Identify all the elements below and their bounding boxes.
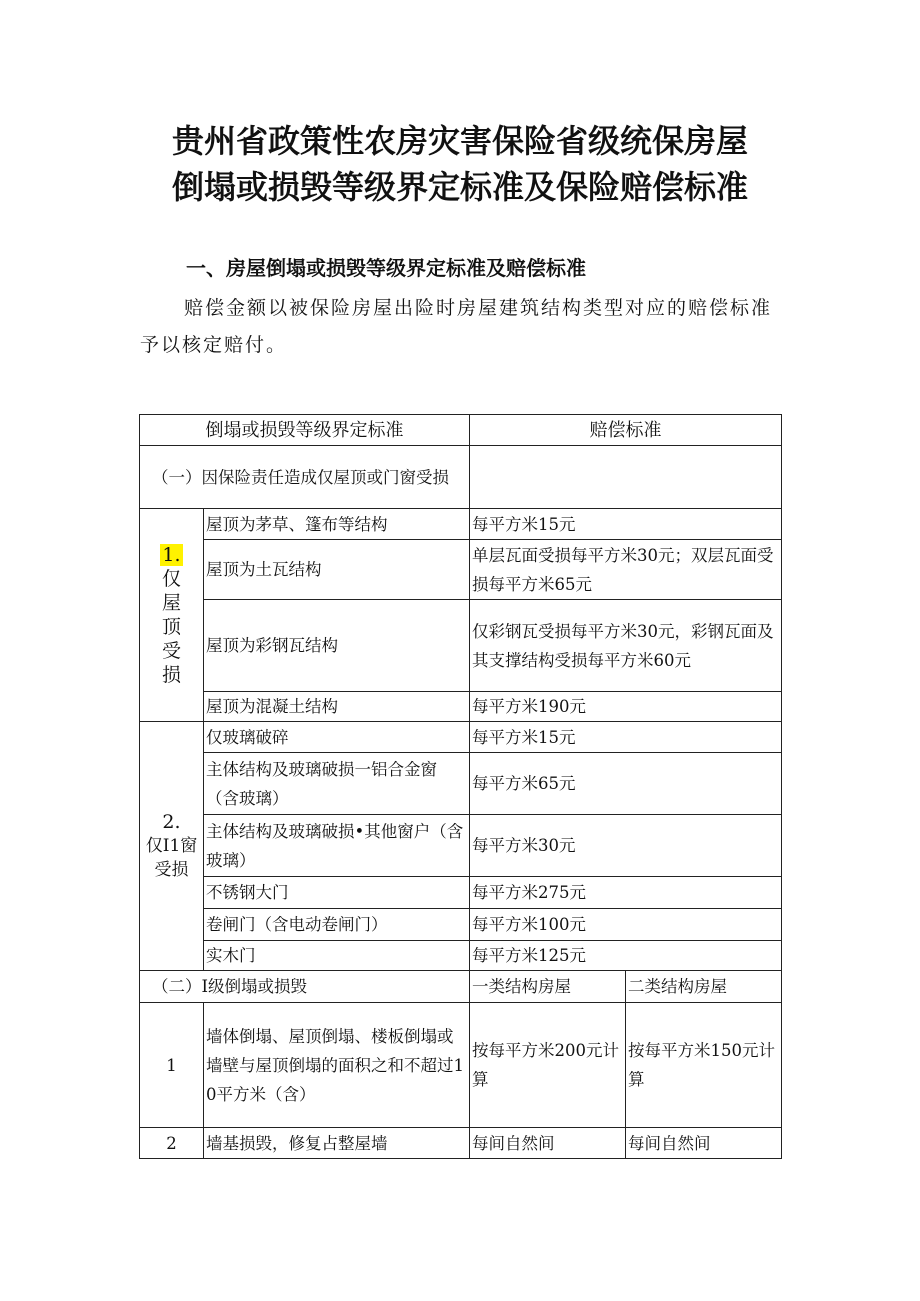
group2-col-a: 一类结构房屋 [470, 971, 626, 1003]
doors-value: 每平方米15元 [470, 722, 782, 753]
doors-group-num: 2. [162, 811, 181, 833]
doors-item: 仅玻璃破碎 [204, 722, 470, 753]
group2-col-b: 二类结构房屋 [626, 971, 782, 1003]
doors-item: 卷闸门（含电动卷闸门） [204, 909, 470, 941]
roof-group-label [140, 509, 204, 722]
doors-value: 每平方米30元 [470, 815, 782, 877]
doors-value: 每平方米65元 [470, 753, 782, 815]
group2-row-num: 2 [140, 1128, 204, 1159]
roof-group-num: 1. [162, 544, 181, 566]
roof-group-text: 仅屋顶受损 [161, 568, 181, 686]
doors-value: 每平方米100元 [470, 909, 782, 941]
doors-group-label [140, 722, 204, 971]
group2-row-a: 每间自然间 [470, 1128, 626, 1159]
group2-row-item: 墙体倒塌、屋顶倒塌、楼板倒塌或墙壁与屋顶倒塌的面积之和不超过10平方米（含） [204, 1003, 470, 1128]
roof-item: 屋顶为茅草、篷布等结构 [204, 509, 470, 540]
section-intro: 赔偿金额以被保险房屋出险时房屋建筑结构类型对应的赔偿标准予以核定赔付。 [140, 297, 773, 356]
doors-item: 不锈钢大门 [204, 877, 470, 909]
doors-item: 主体结构及玻璃破损一铝合金窗（含玻璃） [204, 753, 470, 815]
group2-row-a: 按每平方米200元计算 [470, 1003, 626, 1128]
group2-row-item: 墙基损毁，修复占整屋墙 [204, 1128, 470, 1159]
roof-value: 单层瓦面受损每平方米30元；双层瓦面受损每平方米65元 [470, 540, 782, 600]
doc-title-line-2: 倒塌或损毁等级界定标准及保险赔偿标准 [171, 168, 748, 206]
roof-value: 仅彩钢瓦受损每平方米30元，彩钢瓦面及其支撑结构受损每平方米60元 [470, 600, 782, 692]
standards-table [139, 414, 782, 1159]
doc-title-line-1: 贵州省政策性农房灾害保险省级统保房屋 [171, 122, 748, 160]
group1-title: （一）因保险责任造成仅屋顶或门窗受损 [140, 446, 470, 509]
group2-row-b: 每间自然间 [626, 1128, 782, 1159]
group2-title: （二）I级倒塌或损毁 [140, 971, 470, 1003]
doors-item: 主体结构及玻璃破损•其他窗户（含玻璃） [204, 815, 470, 877]
header-right: 赔偿标准 [470, 415, 782, 446]
group2-row-num: 1 [140, 1003, 204, 1128]
doors-value: 每平方米275元 [470, 877, 782, 909]
section-heading: 一、房屋倒塌或损毁等级界定标准及赔偿标准 [186, 256, 586, 280]
doors-group-text: 仅I1窗受损 [145, 836, 198, 880]
roof-value: 每平方米15元 [470, 509, 782, 540]
header-left: 倒塌或损毁等级界定标准 [140, 415, 470, 446]
roof-item: 屋顶为土瓦结构 [204, 540, 470, 600]
roof-item: 屋顶为混凝土结构 [204, 692, 470, 722]
doors-value: 每平方米125元 [470, 941, 782, 971]
group2-row-b: 按每平方米150元计算 [626, 1003, 782, 1128]
roof-item: 屋顶为彩钢瓦结构 [204, 600, 470, 692]
doors-item: 实木门 [204, 941, 470, 971]
roof-value: 每平方米190元 [470, 692, 782, 722]
